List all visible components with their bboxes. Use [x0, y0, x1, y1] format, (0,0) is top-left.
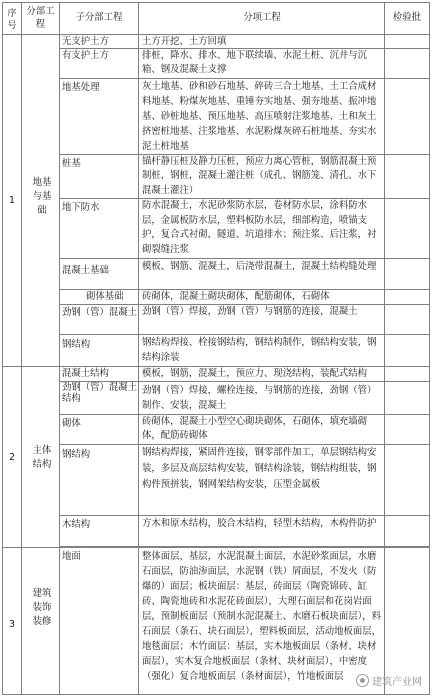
grid-line — [2, 2, 3, 695]
grid-line — [2, 694, 430, 695]
items-cell: 模板，钢筋，混凝土，预应力、现浇结构，装配式结构 — [142, 368, 368, 379]
items-cell: 劲钢（管）焊接，螺栓连接，与钢筋的连接，劲钢（管）制作、安装，混凝土 — [142, 385, 377, 411]
header-inspection: 检验批 — [392, 12, 422, 23]
items-cell: 砖砌体，混凝土小型空心砌块砌体，石砌体，填充墙砌体，配筋砖砌体 — [142, 416, 368, 441]
subdivision-cell: 混凝土结构 — [62, 368, 109, 379]
items-cell: 锚杆静压桩及静力压桩，预应力离心管桩，钢筋混凝土预制桩，钢桩，混凝土灌注桩（成孔、钢筋笼、清孔、水下混凝土灌注） — [142, 156, 377, 196]
grid-line — [59, 2, 60, 695]
header-subdivision-label: 子分部工程 — [75, 12, 123, 23]
subdivision-cell: 有支护土方 — [62, 50, 109, 61]
watermark-logo-icon — [356, 674, 369, 687]
grid-line — [2, 2, 430, 3]
items-cell: 钢结构焊接、栓接钢结构，钢结构制作，钢结构安装，钢结构涂装 — [142, 337, 377, 363]
grid-line — [384, 2, 385, 695]
grid-line — [429, 2, 430, 695]
division-name: 地基与基础 — [32, 177, 52, 216]
subdivision-cell: 劲钢（管）混凝土 — [62, 307, 137, 318]
engineering-division-table — [2, 2, 430, 695]
subdivision-cell: 砌体基础 — [86, 291, 124, 302]
subdivision-cell: 钢结构 — [62, 339, 91, 350]
subdivision-cell: 地下防水 — [62, 202, 100, 213]
grid-line — [2, 547, 430, 548]
division-seq: 3 — [9, 619, 15, 630]
subdivision-cell: 混凝土基础 — [62, 265, 109, 276]
header-seq: 序号 — [7, 9, 17, 31]
subdivision-cell: 无支护土方 — [62, 36, 109, 47]
items-cell: 土方开挖、土方回填 — [142, 36, 227, 47]
items-cell: 模板、钢筋、混凝土，后浇带混凝土，混凝土结构缝处理 — [142, 261, 377, 272]
subdivision-cell: 地面 — [62, 551, 81, 562]
items-cell: 劲钢（管）焊接，劲钢（管）与钢筋的连接，混凝土 — [142, 306, 358, 317]
header-items: 分项工程 — [243, 12, 281, 23]
items-cell: 砖砌体，混凝土砌块砌体，配筋砌体，石砌体 — [142, 291, 330, 302]
header-division: 分部工程 — [26, 6, 55, 30]
items-cell: 钢结构焊接，紧固件连接，钢零部件加工，单层钢结构安装，多层及高层结构安装，钢结构涂装，钢结构组装，钢构件预拼装，钢网架结构安装，压型金属板 — [142, 447, 377, 490]
subdivision-cell: 桩基 — [62, 158, 81, 169]
items-cell: 排桩，降水、排水、地下联续墙、水泥土桩、沉井与沉箱、钢及混凝土支撑 — [142, 50, 368, 75]
items-cell: 整体面层，基层，水泥混凝土面层，水泥砂浆面层，水磨石面层，防油渗面层，水泥钢（铁）屑面层，不发火（防爆的）面层；板块面层：基层，砖面层（陶瓷锦砖、缸砖、陶瓷地砖和水泥花砖面层），大理石面层和花岗岩面层，预制板面层（预制水泥混凝土、水磨石板块面层），料石面层（条石、块石面层），塑料板面层，活动地板面层，地毯面层；木竹面层：基层，实木地板面层（条材、块材面层），实木复合地板面层（条材、块材面层），中密度（强化）复合地板面层（条材面层），竹地板面层 — [142, 551, 382, 682]
subdivision-cell: 劲钢（管）混凝土结构 — [62, 382, 137, 404]
subdivision-cell: 地基处理 — [62, 82, 100, 93]
watermark-text: 建筑产业网 — [372, 677, 422, 688]
items-cell: 方木和原木结构，胶合木结构，轻型木结构，木构件防护 — [142, 518, 377, 529]
division-name: 主体结构 — [32, 445, 52, 470]
division-seq: 2 — [9, 452, 15, 463]
items-cell: 防水混凝土，水泥砂浆防水层，卷材防水层，涂料防水层，金属板防水层，塑料板防水层，细部构造，喷锚支护，复合式衬砌，隧道、坑道排水；预注浆、后注浆，衬砌裂缝注浆 — [142, 200, 377, 256]
subdivision-cell: 木结构 — [62, 519, 91, 530]
grid-line — [138, 2, 139, 695]
subdivision-cell: 钢结构 — [62, 449, 91, 460]
items-cell: 灰土地基、砂和砂石地基、碎砖三合土地基、土工合成材料地基、粉煤灰地基、重锤夯实地基、强夯地基、振冲地基、砂桩地基、预压地基、高压喷射注浆地基、土和灰土挤密桩地基、注浆地基、水泥粉煤灰碎石桩地基、夯实水泥土桩地基 — [142, 81, 377, 152]
grid-line — [21, 2, 22, 695]
division-seq: 1 — [9, 195, 15, 206]
division-name: 建筑装饰装修 — [32, 588, 52, 627]
subdivision-cell: 砌体 — [62, 418, 81, 429]
watermark — [356, 673, 422, 688]
